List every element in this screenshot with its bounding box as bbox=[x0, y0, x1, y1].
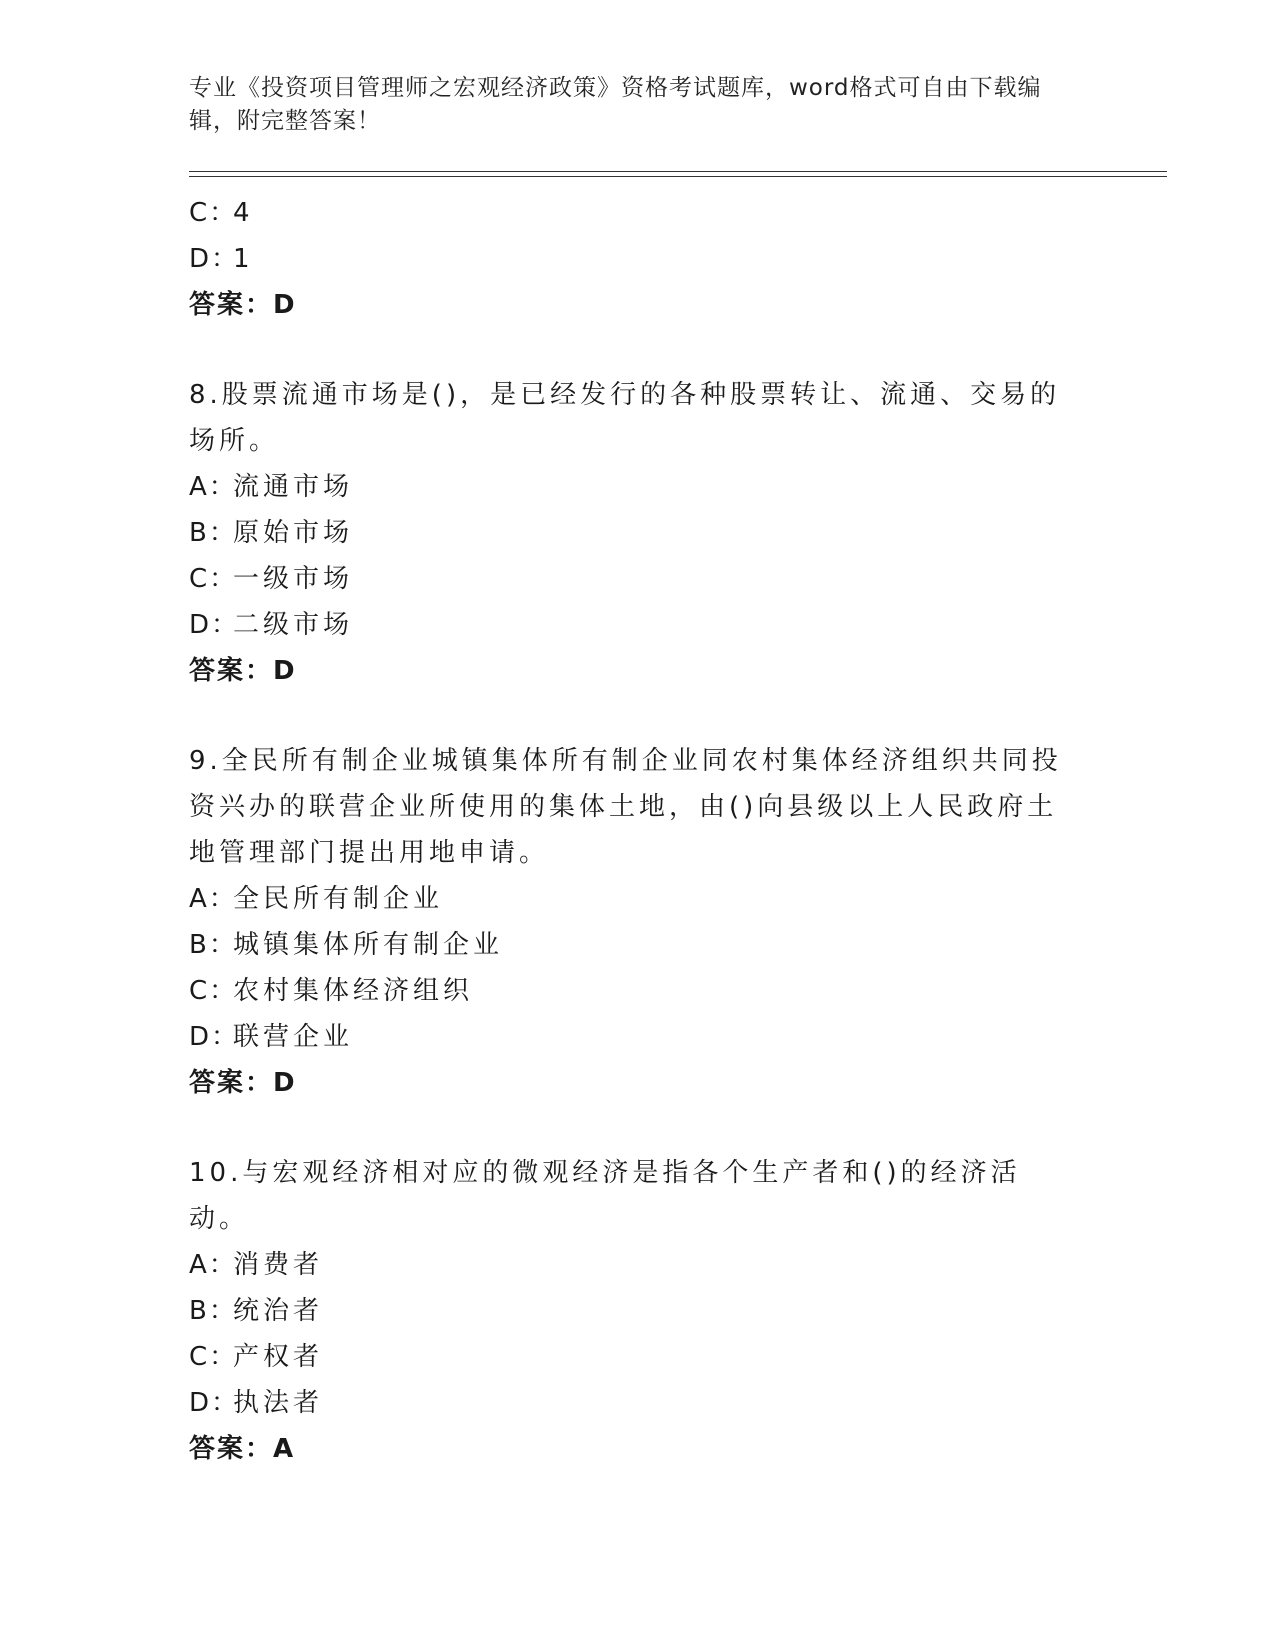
question-stem: 10.与宏观经济相对应的微观经济是指各个生产者和()的经济活动。 bbox=[189, 1158, 1021, 1234]
option-d: D：执法者 bbox=[189, 1388, 324, 1418]
option-a: A：消费者 bbox=[189, 1250, 324, 1280]
option-c: C：4 bbox=[189, 198, 254, 228]
question-stem: 9.全民所有制企业城镇集体所有制企业同农村集体经济组织共同投资兴办的联营企业所使用的集体土地，由()向县级以上人民政府土地管理部门提出用地申请。 bbox=[189, 746, 1062, 868]
option-b: B：原始市场 bbox=[189, 518, 354, 548]
option-a: A：流通市场 bbox=[189, 472, 354, 502]
answer-line: 答案：D bbox=[189, 290, 297, 320]
option-c: C：一级市场 bbox=[189, 564, 354, 594]
answer-line: 答案：D bbox=[189, 1068, 297, 1098]
option-d: D：联营企业 bbox=[189, 1022, 354, 1052]
option-d: D：二级市场 bbox=[189, 610, 354, 640]
question-block-8 bbox=[189, 372, 1079, 694]
document-header: 专业《投资项目管理师之宏观经济政策》资格考试题库，word格式可自由下载编辑，附完整答案！ bbox=[189, 75, 1042, 134]
previous-question-tail bbox=[189, 190, 1079, 328]
header-divider-bottom bbox=[189, 176, 1167, 177]
header-divider-top bbox=[189, 171, 1167, 172]
option-c: C：农村集体经济组织 bbox=[189, 976, 474, 1006]
question-block-10 bbox=[189, 1150, 1079, 1472]
option-c: C：产权者 bbox=[189, 1342, 324, 1372]
question-stem: 8.股票流通市场是()，是已经发行的各种股票转让、流通、交易的场所。 bbox=[189, 380, 1061, 456]
question-content bbox=[189, 190, 1079, 1472]
option-a: A：全民所有制企业 bbox=[189, 884, 444, 914]
answer-line: 答案：D bbox=[189, 656, 297, 686]
option-b: B：统治者 bbox=[189, 1296, 324, 1326]
answer-line: 答案：A bbox=[189, 1434, 296, 1464]
option-b: B：城镇集体所有制企业 bbox=[189, 930, 504, 960]
option-d: D：1 bbox=[189, 244, 254, 274]
question-block-9 bbox=[189, 738, 1079, 1106]
